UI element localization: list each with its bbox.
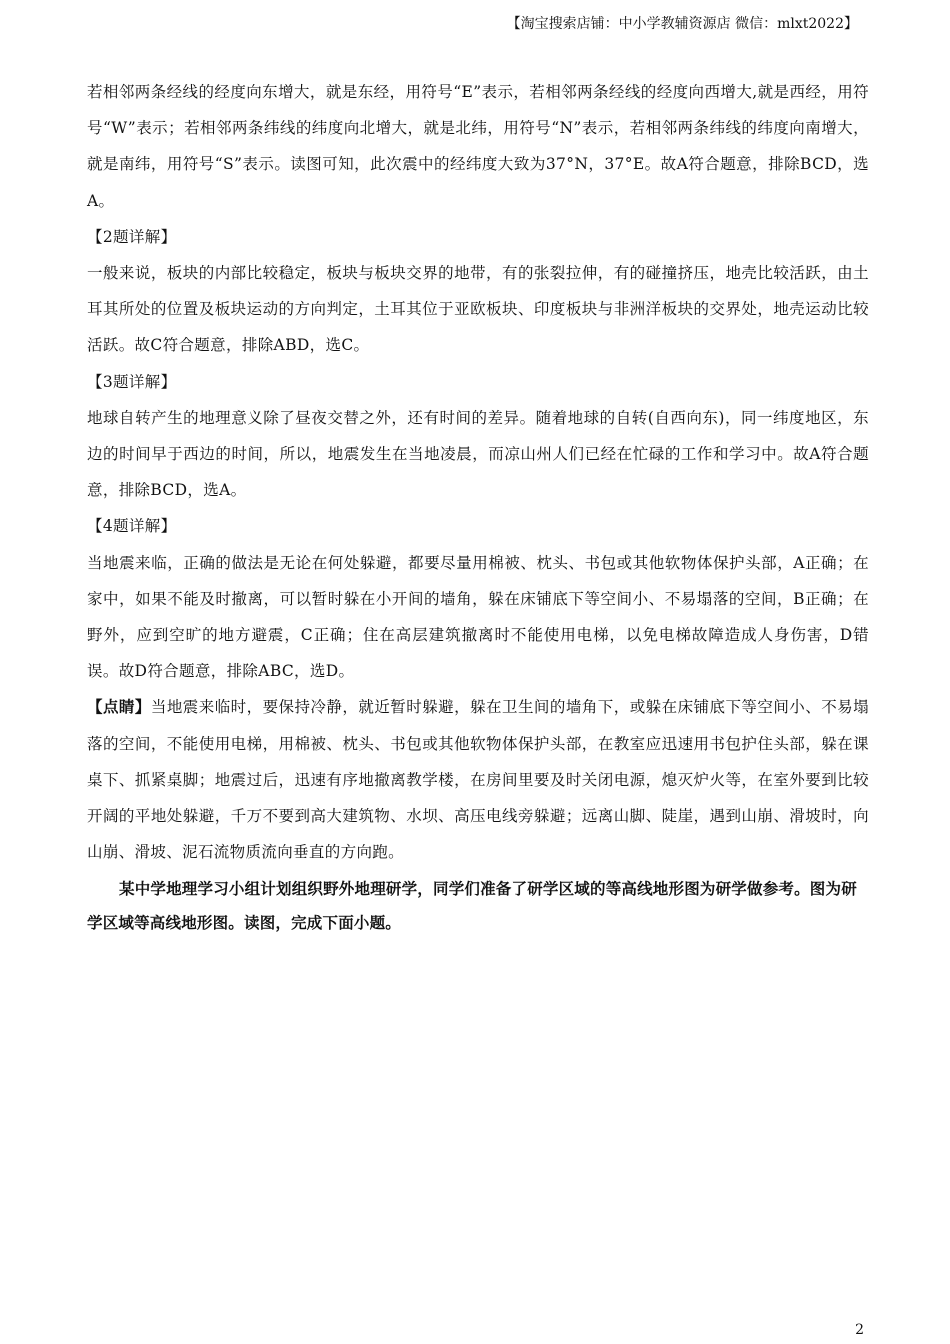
next-question-intro: 某中学地理学习小组计划组织野外地理研学，同学们准备了研学区域的等高线地形图为研学做参考。图为研学区域等高线地形图。读图，完成下面小题。 [87, 880, 857, 933]
q3-detail-paragraph: 地球自转产生的地理意义除了昼夜交替之外，还有时间的差异。随着地球的自转(自西向东)，同一纬度地区，东边的时间早于西边的时间，所以，地震发生在当地凌晨，而凉山州人们已经在忙碌的工作和学习中。故A符合题意，排除BCD，选A。 [87, 408, 869, 500]
q2-detail-paragraph: 一般来说，板块的内部比较稳定，板块与板块交界的地带，有的张裂拉伸，有的碰撞挤压，地壳比较活跃，由土耳其所处的位置及板块运动的方向判定，土耳其位于亚欧板块、印度板块与非洲洋板块的交界处，地壳运动比较活跃。故C符合题意，排除ABD，选C。 [87, 264, 869, 355]
q1-detail-paragraph: 若相邻两条经线的经度向东增大，就是东经，用符号“E”表示，若相邻两条经线的经度向西增大,就是西经，用符号“W”表示；若相邻两条纬线的纬度向北增大，就是北纬，用符号“N”表示，若相邻两条纬线的纬度向南增大，就是南纬，用符号“S”表示。读图可知，此次震中的经纬度大致为37°N，37°E。故A符合题意，排除BCD，选A。 [87, 83, 869, 210]
tip-text: 当地震来临时，要保持冷静，就近暂时躲避，躲在卫生间的墙角下，或躲在床铺底下等空间小、不易塌落的空间，不能使用电梯，用棉被、枕头、书包或其他软物体保护头部，在教室应迅速用书包护住头部，躲在课桌下、抓紧桌脚；地震过后，迅速有序地撤离教学楼，在房间里要及时关闭电源，熄灭炉火等，在室外要到比较开阔的平地处躲避，千万不要到高大建筑物、水坝、高压电线旁躲避；远离山脚、陡崖，遇到山崩、滑坡时，向山崩、滑坡、泥石流物质流向垂直的方向跑。 [87, 698, 869, 862]
q4-detail-paragraph: 当地震来临，正确的做法是无论在何处躲避，都要尽量用棉被、枕头、书包或其他软物体保护头部，A正确；在家中，如果不能及时撤离，可以暂时躲在小开间的墙角，躲在床铺底下等空间小、不易塌落的空间，B正确；在野外，应到空旷的地方避震，C正确；住在高层建筑撤离时不能使用电梯，以免电梯故障造成人身伤害，D错误。故D符合题意，排除ABC，选D。 [87, 553, 869, 681]
q2-detail-heading: 【2题详解】 [87, 227, 177, 246]
q3-detail-heading: 【3题详解】 [87, 372, 177, 391]
header-watermark-note: 【淘宝搜索店铺：中小学教辅资源店 微信：mlxt2022】 [506, 16, 858, 32]
document-body [87, 74, 869, 940]
tip-tag: 【点睛】 [87, 697, 151, 717]
tip-paragraph [87, 689, 869, 870]
page-number: 2 [855, 1322, 864, 1338]
q4-detail-heading: 【4题详解】 [87, 517, 177, 536]
